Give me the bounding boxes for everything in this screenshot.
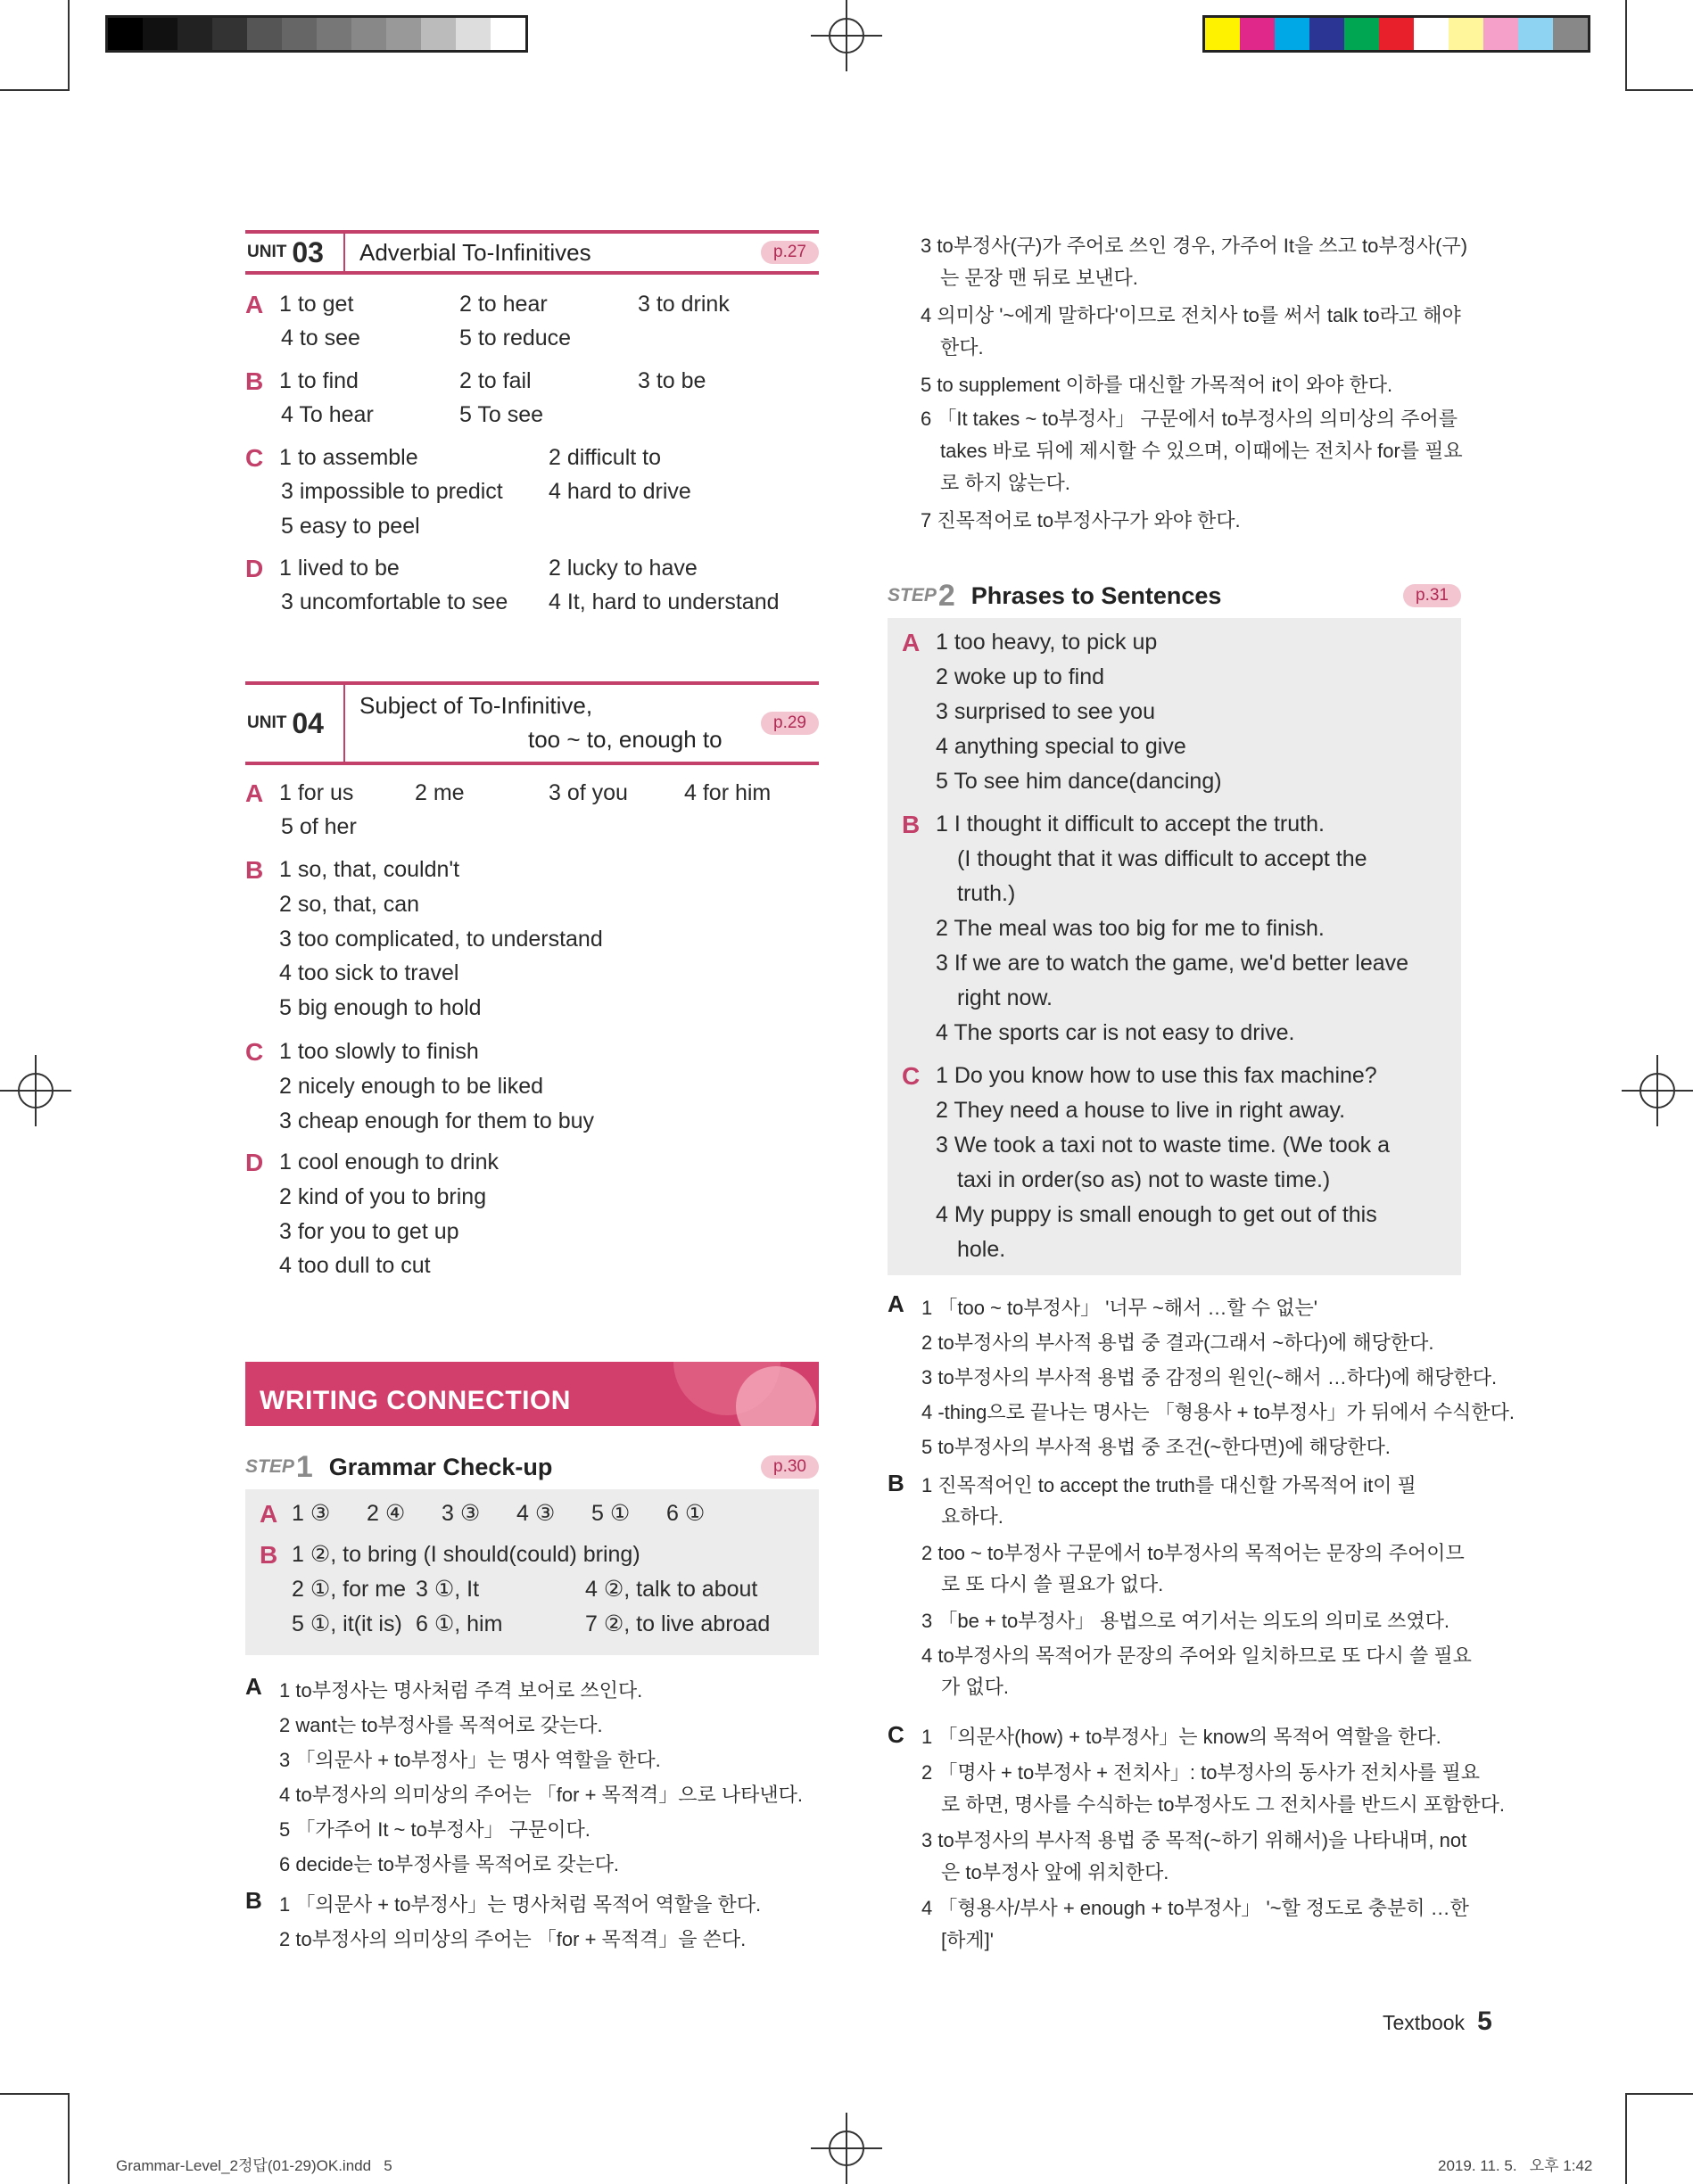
answer-item: 3 to be	[638, 368, 706, 393]
explanation-line: 2 「명사 + to부정사 + 전치사」: to부정사의 동사가 전치사를 필요	[921, 1761, 1481, 1784]
explanation-line: 5 「가주어 It ~ to부정사」 구문이다.	[279, 1818, 590, 1841]
answer-item: 1 too heavy, to pick up	[936, 630, 1158, 655]
section-letter: D	[245, 555, 264, 582]
answer-item: 2 difficult to	[549, 445, 662, 470]
explanation-line: 은 to부정사 앞에 위치한다.	[941, 1861, 1169, 1883]
section-letter: C	[888, 1721, 904, 1748]
crop-mark	[1625, 0, 1627, 89]
page-ref-badge: p.31	[1403, 584, 1461, 607]
page-footer	[1383, 2007, 1492, 2037]
answer-item: 4 The sports car is not easy to drive.	[936, 1020, 1295, 1045]
explanation-line: 1 to부정사는 명사처럼 주격 보어로 쓰인다.	[279, 1679, 643, 1702]
answer-item: 5 ①, it(it is)	[292, 1611, 402, 1636]
answer-item: 1 so, that, couldn't	[279, 857, 460, 882]
answer-item: 2 me	[415, 780, 465, 805]
page-ref-badge: p.27	[761, 241, 819, 264]
explanation-line: 6 「It takes ~ to부정사」 구문에서 to부정사의 의미상의 주어를	[921, 408, 1458, 430]
answer-item: 1 Do you know how to use this fax machine?	[936, 1063, 1377, 1088]
step-word: STEP	[888, 585, 937, 606]
answer-item: 4 ②, talk to about	[585, 1577, 758, 1602]
answer-item: hole.	[957, 1237, 1006, 1262]
explanation-line: 3 to부정사(구)가 주어로 쓰인 경우, 가주어 It을 쓰고 to부정사(구)	[921, 235, 1468, 257]
answer-item: 1 ②, to bring (I should(could) bring)	[292, 1542, 640, 1567]
answer-item: 2 nicely enough to be liked	[279, 1073, 544, 1099]
answer-item: 5 ①	[591, 1501, 631, 1526]
answer-item: 4 too dull to cut	[279, 1253, 431, 1279]
explanation-line: 2 too ~ to부정사 구문에서 to부정사의 목적어는 문장의 주어이므	[921, 1542, 1465, 1564]
explanation-line: 5 to supplement 이하를 대신할 가목적어 it이 와야 한다.	[921, 374, 1393, 396]
print-timestamp: 2019. 11. 5. 오후 1:42	[1438, 2157, 1593, 2174]
answer-item: 2 woke up to find	[936, 664, 1105, 689]
answer-item: 1 ③	[292, 1501, 331, 1526]
registration-mark-bottom	[811, 2113, 882, 2184]
answer-list	[279, 1034, 594, 1138]
section-letter: A	[260, 1500, 278, 1528]
registration-mark-top	[811, 0, 882, 71]
section-letter: B	[245, 1887, 262, 1914]
section-letter: B	[902, 811, 921, 838]
explanation-line: 2 to부정사의 의미상의 주어는 「for + 목적격」을 쓴다.	[279, 1928, 747, 1950]
explanation-line: 3 「의문사 + to부정사」는 명사 역할을 한다.	[279, 1749, 661, 1771]
explanation-line: 3 to부정사의 부사적 용법 중 감정의 원인(~해서 …하다)에 해당한다.	[921, 1366, 1498, 1389]
explanation-line: 2 to부정사의 부사적 용법 중 결과(그래서 ~하다)에 해당한다.	[921, 1331, 1434, 1354]
answer-item: 4 To hear	[281, 402, 374, 427]
answer-item: 4 to see	[281, 326, 360, 350]
answer-item: 3 If we are to watch the game, we'd better leave	[936, 951, 1409, 976]
unit-04-header	[245, 681, 819, 765]
unit-label	[245, 685, 345, 762]
explanation-line: 4 to부정사의 의미상의 주어는 「for + 목적격」으로 나타낸다.	[279, 1784, 804, 1806]
answer-item: 4 anything special to give	[936, 734, 1186, 759]
unit-03-answers	[245, 287, 825, 626]
answer-item: 5 To see him dance(dancing)	[936, 769, 1222, 794]
answer-item: 4 too sick to travel	[279, 960, 459, 986]
unit-label	[245, 234, 345, 271]
answer-item: 4 It, hard to understand	[549, 589, 780, 614]
step-1-header	[245, 1446, 819, 1488]
explanation-line: takes 바로 뒤에 제시할 수 있으며, 이때에는 전치사 for를 필요	[940, 440, 1463, 462]
answer-item: (I thought that it was difficult to accept the	[957, 846, 1367, 871]
answer-item: 5 big enough to hold	[279, 995, 482, 1021]
unit-03-header	[245, 230, 819, 275]
explanation-line: 5 to부정사의 부사적 용법 중 조건(~한다면)에 해당한다.	[921, 1436, 1391, 1458]
explanation-line: 4 「형용사/부사 + enough + to부정사」 '~할 정도로 충분히 …한	[921, 1897, 1469, 1919]
explanation-line: 1 「too ~ to부정사」 '너무 ~해서 …할 수 없는'	[921, 1297, 1317, 1319]
explanation-line: 로 하면, 명사를 수식하는 to부정사도 그 전치사를 반드시 포함한다.	[941, 1793, 1506, 1816]
unit-title: Adverbial To-Infinitives	[359, 238, 591, 266]
answer-item: 2 ①, for me	[292, 1577, 407, 1602]
answer-item: 5 easy to peel	[281, 514, 420, 539]
section-letter: C	[245, 444, 264, 472]
section-letter: B	[245, 856, 264, 884]
crop-mark	[68, 2093, 70, 2184]
step-2-answers-panel	[888, 618, 1461, 1275]
answer-item: 2 lucky to have	[549, 556, 698, 581]
answer-item: 3 impossible to predict	[281, 479, 503, 504]
explanation-line: 4 -thing으로 끝나는 명사는 「형용사 + to부정사」가 뒤에서 수식한다.	[921, 1401, 1515, 1423]
answer-item: 3 of you	[549, 780, 628, 805]
page-ref-badge: p.30	[761, 1455, 819, 1479]
explanation-line: 는 문장 맨 뒤로 보낸다.	[940, 267, 1138, 289]
answer-item: 6 ①	[666, 1501, 706, 1526]
explanation-line: 로 하지 않는다.	[940, 472, 1070, 494]
color-bar	[1202, 15, 1590, 53]
answer-list	[279, 1145, 499, 1283]
answer-item: 5 to reduce	[459, 326, 572, 350]
unit-number: 03	[292, 235, 324, 268]
answer-item: 3 surprised to see you	[936, 699, 1155, 724]
answer-item: 5 of her	[281, 814, 357, 839]
explanation-line: 가 없다.	[941, 1676, 1009, 1698]
answer-item: 4 for him	[684, 780, 772, 805]
crop-mark	[1625, 2093, 1627, 2184]
answer-item: 2 to fail	[459, 368, 532, 393]
grayscale-bar	[105, 15, 528, 53]
answer-item: 4 My puppy is small enough to get out of this	[936, 1202, 1377, 1227]
explanation-line: 1 「의문사(how) + to부정사」는 know의 목적어 역할을 한다.	[921, 1726, 1441, 1748]
section-letter: A	[902, 629, 921, 656]
unit-04-answers	[245, 776, 825, 1284]
step-word: STEP	[245, 1456, 294, 1477]
explanation-line: [하게]'	[941, 1929, 994, 1951]
crop-mark	[1625, 2093, 1693, 2095]
unit-title-line2: too ~ to, enough to	[528, 726, 723, 753]
explanation-line: 1 「의문사 + to부정사」는 명사처럼 목적어 역할을 한다.	[279, 1893, 762, 1916]
explanation-line: 1 진목적어인 to accept the truth를 대신할 가목적어 it이 필	[921, 1474, 1416, 1496]
answer-item: taxi in order(so as) not to waste time.)	[957, 1167, 1331, 1192]
section-letter: A	[245, 291, 264, 318]
explanation-list	[279, 1887, 761, 1957]
answer-item: 3 We took a taxi not to waste time. (We took a	[936, 1133, 1391, 1158]
answer-item: 7 ②, to live abroad	[585, 1611, 771, 1636]
answer-item: 5 To see	[459, 402, 544, 427]
crop-mark	[0, 89, 70, 91]
writing-connection-banner	[245, 1362, 819, 1426]
section-letter: D	[245, 1149, 264, 1176]
unit-number: 04	[292, 706, 324, 739]
answer-item: 1 for us	[279, 780, 354, 805]
crop-mark	[68, 0, 70, 89]
explanation-line: 7 진목적어로 to부정사구가 와야 한다.	[921, 509, 1241, 532]
explanation-line: 4 의미상 '~에게 말하다'이므로 전치사 to를 써서 talk to라고 해야	[921, 304, 1461, 326]
explanation-list	[921, 1721, 1505, 1957]
answer-item: 3 ③	[442, 1501, 481, 1526]
step-2-header	[888, 575, 1461, 616]
indd-filename: Grammar-Level_2정답(01-29)OK.indd 5	[116, 2157, 392, 2174]
explanation-list	[921, 1290, 1515, 1464]
answer-item: 1 I thought it difficult to accept the truth.	[936, 812, 1325, 837]
explanation-line: 3 to부정사의 부사적 용법 중 목적(~하기 위해서)을 나타내며, not	[921, 1829, 1467, 1851]
section-letter: B	[888, 1470, 904, 1496]
answer-item: 2 ④	[367, 1501, 406, 1526]
answer-item: 2 to hear	[459, 292, 548, 317]
unit-title	[345, 685, 819, 762]
unit-title-line1: Subject of To-Infinitive,	[359, 692, 593, 719]
explanation-line: 2 want는 to부정사를 목적어로 갖는다.	[279, 1714, 603, 1736]
step-number: 1	[295, 1449, 313, 1484]
crop-mark	[1625, 89, 1693, 91]
step-title: Phrases to Sentences	[970, 581, 1222, 609]
explanation-line: 요하다.	[941, 1505, 1003, 1528]
registration-mark-right	[1622, 1055, 1693, 1126]
answer-list	[936, 807, 1408, 1051]
explanation-line: 4 to부정사의 목적어가 문장의 주어와 일치하므로 또 다시 쓸 필요	[921, 1644, 1472, 1667]
section-letter: B	[245, 367, 264, 395]
section-letter: C	[902, 1062, 921, 1090]
section-letter: B	[260, 1541, 278, 1569]
answer-list	[279, 853, 603, 1026]
registration-mark-left	[0, 1055, 71, 1126]
answer-item: 3 uncomfortable to see	[281, 589, 508, 614]
answer-item: 3 ①, It	[416, 1577, 480, 1602]
answer-item: 2 The meal was too big for me to finish.	[936, 916, 1325, 941]
explanation-line: 로 또 다시 쓸 필요가 없다.	[941, 1573, 1164, 1595]
unit-word: UNIT	[247, 713, 287, 732]
page-ref-badge: p.29	[761, 712, 819, 735]
step-2-answers	[902, 625, 1455, 1267]
answer-item: 2 so, that, can	[279, 891, 420, 917]
explanation-list	[921, 1470, 1472, 1702]
answer-item: 1 lived to be	[279, 556, 400, 581]
step-1-answers-panel	[245, 1489, 819, 1655]
textbook-label: Textbook	[1383, 2011, 1466, 2034]
explanation-list-continued	[921, 230, 1467, 537]
answer-item: 4 ③	[516, 1501, 556, 1526]
answer-item: 1 cool enough to drink	[279, 1150, 500, 1174]
answer-item: 1 to find	[279, 368, 359, 393]
banner-title: WRITING CONNECTION	[260, 1386, 571, 1415]
crop-mark	[0, 2093, 70, 2095]
step-number: 2	[937, 578, 955, 613]
answer-list	[936, 625, 1222, 799]
answer-item: 2 They need a house to live in right away.	[936, 1098, 1346, 1123]
answer-item: 1 to assemble	[279, 445, 418, 470]
answer-item: 3 cheap enough for them to buy	[279, 1108, 595, 1133]
answer-item: 1 to get	[279, 292, 354, 317]
step-title: Grammar Check-up	[328, 1453, 553, 1480]
explanation-list	[279, 1673, 803, 1882]
explanation-line: 3 「be + to부정사」 용법으로 여기서는 의도의 의미로 쓰였다.	[921, 1610, 1449, 1632]
answer-item: 3 too complicated, to understand	[279, 926, 603, 952]
answer-item: 4 hard to drive	[549, 479, 691, 504]
explanation-line: 6 decide는 to부정사를 목적어로 갖는다.	[279, 1853, 619, 1875]
answer-item: 3 to drink	[638, 292, 730, 317]
answer-item: 6 ①, him	[416, 1611, 503, 1636]
answer-item: truth.)	[957, 881, 1016, 906]
answer-item: 1 too slowly to finish	[279, 1039, 479, 1064]
section-letter: A	[888, 1290, 904, 1317]
section-letter: C	[245, 1038, 264, 1066]
unit-word: UNIT	[247, 243, 287, 261]
answer-list	[936, 1059, 1390, 1267]
explanation-line: 한다.	[940, 336, 984, 359]
section-letter: A	[245, 779, 264, 807]
answer-item: 3 for you to get up	[279, 1218, 459, 1244]
section-letter: A	[245, 1673, 262, 1700]
answer-item: 2 kind of you to bring	[279, 1183, 487, 1209]
page-number: 5	[1477, 2007, 1492, 2036]
answer-item: right now.	[957, 985, 1053, 1010]
step-1-answers	[260, 1496, 813, 1648]
